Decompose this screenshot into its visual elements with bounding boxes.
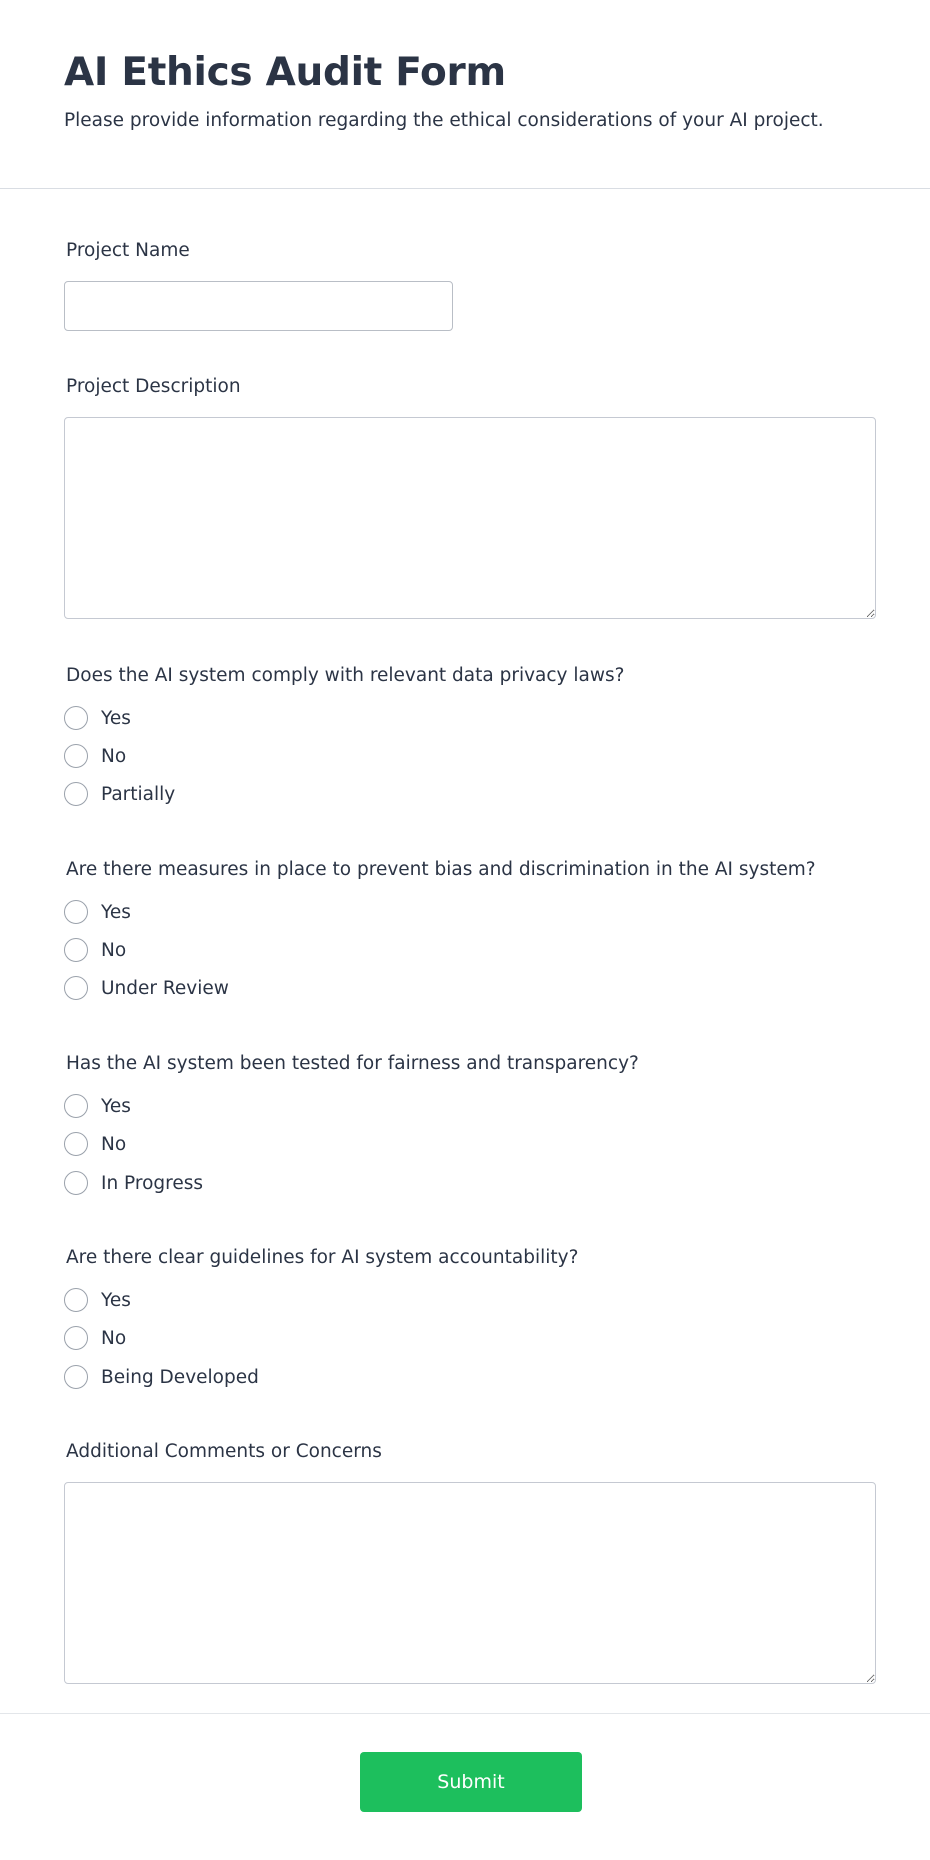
radio-option-label: Yes	[101, 1289, 131, 1311]
question-data-privacy-label: Does the AI system comply with relevant data privacy laws?	[66, 665, 625, 686]
radio-option-label: Being Developed	[101, 1366, 259, 1388]
radio-option-label: No	[101, 1327, 127, 1349]
radio-circle-icon[interactable]	[64, 744, 88, 768]
additional-comments-label: Additional Comments or Concerns	[66, 1441, 382, 1462]
radio-circle-icon[interactable]	[64, 900, 88, 924]
radio-circle-icon[interactable]	[64, 782, 88, 806]
question-accountability-label: Are there clear guidelines for AI system accountability?	[66, 1247, 579, 1268]
radio-circle-icon[interactable]	[64, 976, 88, 1000]
radio-bias-no[interactable]	[64, 937, 126, 963]
submit-button[interactable]: Submit	[360, 1752, 582, 1812]
radio-circle-icon[interactable]	[64, 706, 88, 730]
radio-bias-under-review[interactable]	[64, 975, 229, 1001]
additional-comments-textarea[interactable]	[64, 1482, 876, 1684]
radio-accountability-being-developed[interactable]	[64, 1364, 259, 1390]
radio-data-privacy-partially[interactable]	[64, 781, 175, 807]
project-name-label: Project Name	[66, 240, 190, 261]
radio-fairness-no[interactable]	[64, 1131, 126, 1157]
radio-circle-icon[interactable]	[64, 1365, 88, 1389]
question-bias-label: Are there measures in place to prevent bias and discrimination in the AI system?	[66, 859, 816, 880]
radio-option-label: No	[101, 1133, 127, 1155]
radio-option-label: Under Review	[101, 977, 229, 999]
radio-accountability-yes[interactable]	[64, 1287, 131, 1313]
radio-option-label: No	[101, 939, 127, 961]
radio-circle-icon[interactable]	[64, 1171, 88, 1195]
radio-circle-icon[interactable]	[64, 1288, 88, 1312]
radio-option-label: Partially	[101, 783, 176, 805]
radio-data-privacy-yes[interactable]	[64, 705, 131, 731]
radio-circle-icon[interactable]	[64, 938, 88, 962]
radio-option-label: Yes	[101, 707, 131, 729]
radio-accountability-no[interactable]	[64, 1325, 126, 1351]
radio-option-label: In Progress	[101, 1172, 204, 1194]
project-description-label: Project Description	[66, 376, 241, 397]
page-title: AI Ethics Audit Form	[64, 50, 506, 95]
page-subtitle: Please provide information regarding the ethical considerations of your AI project.	[64, 110, 824, 131]
form-header	[0, 0, 930, 189]
project-name-input[interactable]	[64, 281, 453, 331]
radio-option-label: No	[101, 745, 127, 767]
radio-circle-icon[interactable]	[64, 1094, 88, 1118]
question-fairness-label: Has the AI system been tested for fairness and transparency?	[66, 1053, 639, 1074]
radio-data-privacy-no[interactable]	[64, 743, 126, 769]
form-footer	[0, 1713, 930, 1860]
radio-option-label: Yes	[101, 1095, 131, 1117]
project-description-textarea[interactable]	[64, 417, 876, 619]
radio-circle-icon[interactable]	[64, 1326, 88, 1350]
radio-circle-icon[interactable]	[64, 1132, 88, 1156]
radio-option-label: Yes	[101, 901, 131, 923]
radio-fairness-yes[interactable]	[64, 1093, 131, 1119]
radio-fairness-in-progress[interactable]	[64, 1170, 203, 1196]
radio-bias-yes[interactable]	[64, 899, 131, 925]
